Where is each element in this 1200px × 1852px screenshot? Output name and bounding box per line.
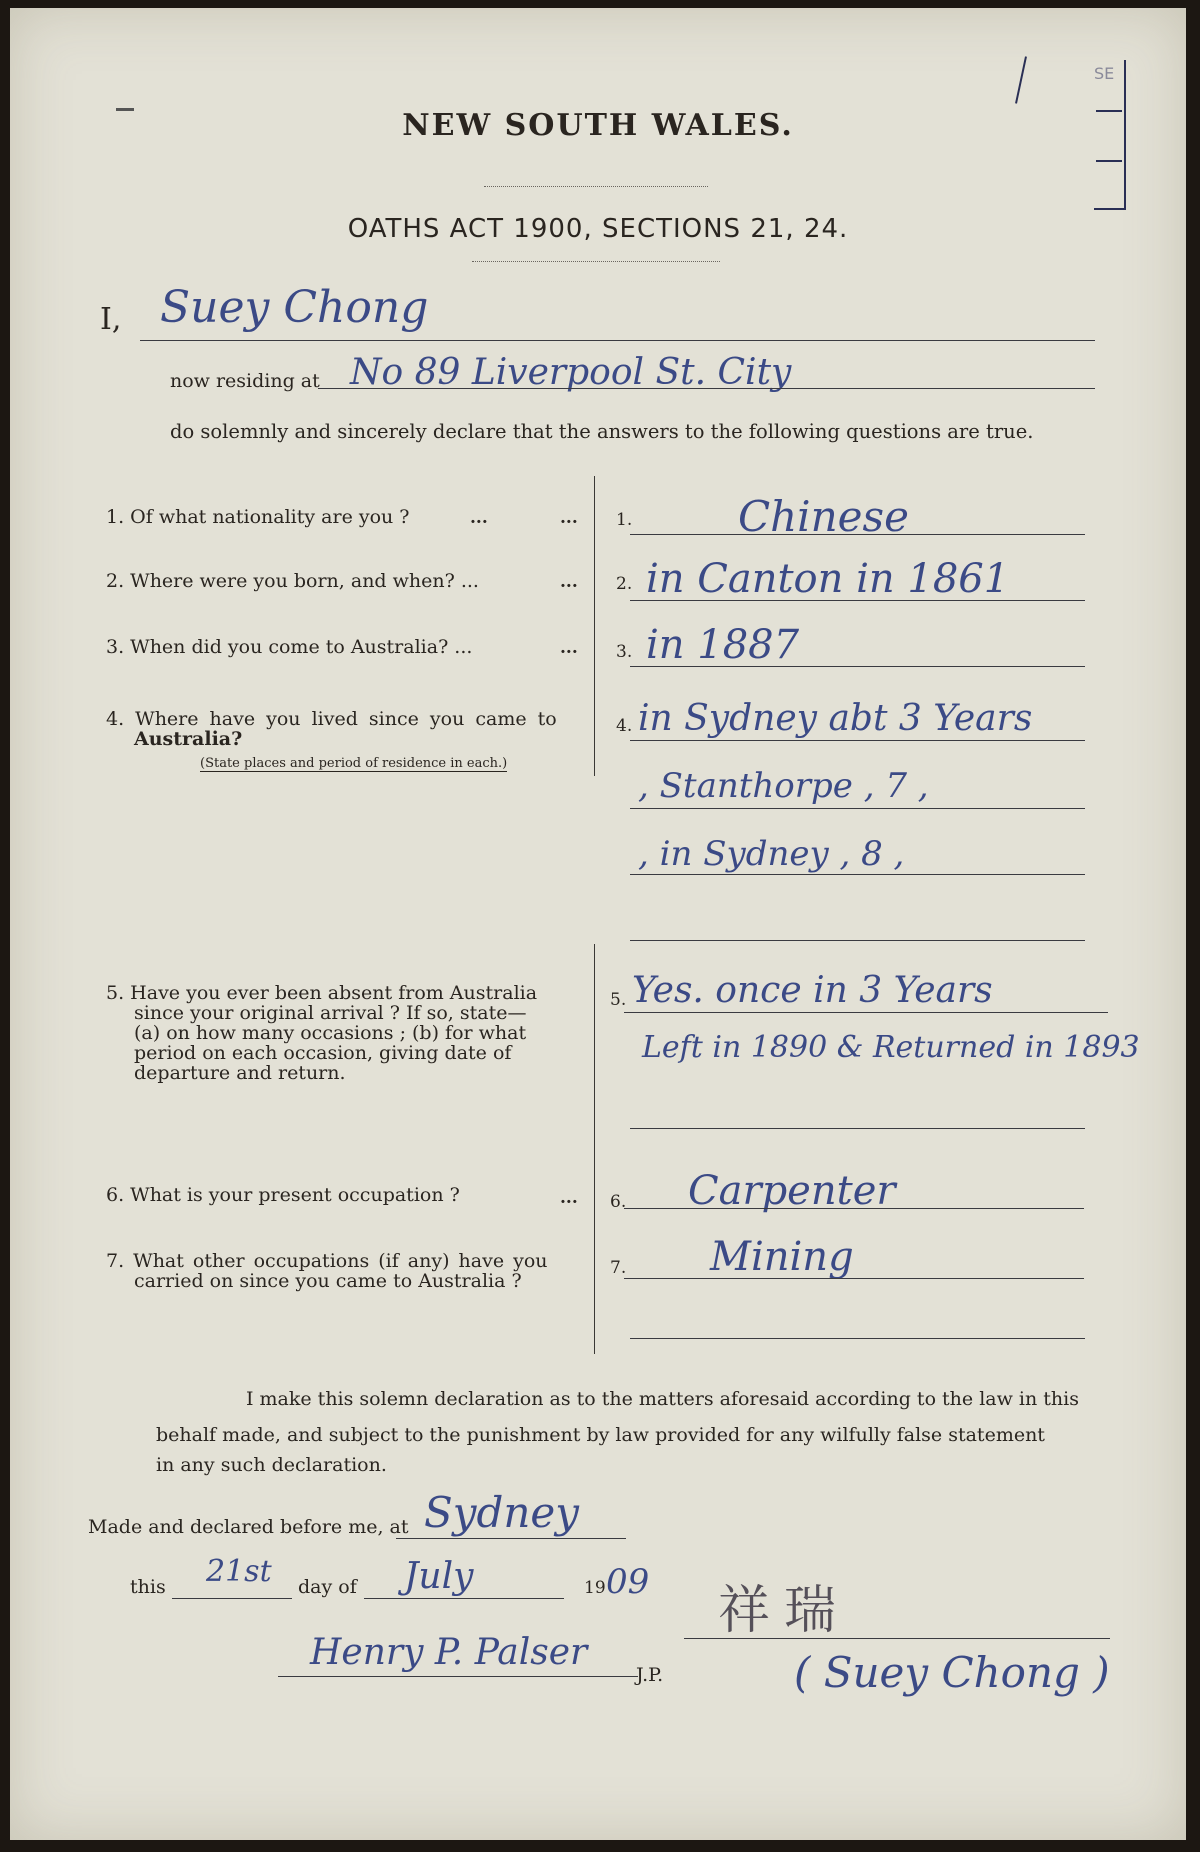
question-5-cont-3: period on each occasion, giving date of xyxy=(134,1042,512,1064)
declarant-name: Suey Chong xyxy=(160,282,429,333)
answer-line-1 xyxy=(630,534,1085,535)
question-5-cont-4: departure and return. xyxy=(134,1062,346,1084)
answer-1: Chinese xyxy=(738,492,909,541)
day-line xyxy=(172,1598,292,1599)
signature-line xyxy=(684,1638,1110,1639)
answer-4-line-2: , Stanthorpe , 7 , xyxy=(638,766,929,806)
corner-mark-label: SE xyxy=(1094,64,1115,83)
declared-month: July xyxy=(404,1556,474,1597)
document-title: NEW SOUTH WALES. xyxy=(402,108,794,143)
ellipsis-1b: ... xyxy=(560,508,578,528)
answer-line-2 xyxy=(630,600,1085,601)
chinese-signature: 祥瑞 xyxy=(718,1581,851,1641)
answer-5-line-2: Left in 1890 & Returned in 1893 xyxy=(642,1030,1140,1065)
question-6: 6. What is your present occupation ? xyxy=(106,1184,460,1206)
residence-address: No 89 Liverpool St. City xyxy=(350,352,792,393)
answer-7: Mining xyxy=(710,1234,854,1280)
question-2: 2. Where were you born, and when? ... xyxy=(106,570,479,592)
corner-tick xyxy=(1015,56,1027,103)
answer-5-line-1: Yes. once in 3 Years xyxy=(632,970,993,1011)
declaration-text: do solemnly and sincerely declare that the answers to the following questions are true. xyxy=(170,420,1034,443)
declared-day: 21st xyxy=(206,1554,272,1589)
address-line xyxy=(318,388,1095,389)
answer-number-2: 2. xyxy=(616,574,633,594)
witness-signature: Henry P. Palser xyxy=(310,1632,588,1673)
solemn-declaration-line-1: I make this solemn declaration as to the matters aforesaid according to the law in this xyxy=(246,1388,1079,1410)
answer-line-4c xyxy=(630,874,1085,875)
residing-label: now residing at xyxy=(170,370,320,392)
corner-mark xyxy=(1090,60,1126,210)
column-divider-top xyxy=(594,476,595,776)
question-7: 7. What other occupations (if any) have you xyxy=(106,1250,548,1272)
answer-3: in 1887 xyxy=(646,622,800,668)
made-declared-label: Made and declared before me, at xyxy=(88,1516,409,1538)
declarant-signature: ( Suey Chong ) xyxy=(794,1648,1110,1697)
solemn-declaration-line-3: in any such declaration. xyxy=(156,1454,387,1476)
document-page xyxy=(10,8,1186,1840)
answer-number-1: 1. xyxy=(616,510,633,530)
month-line xyxy=(364,1598,564,1599)
question-4-cont: Australia? xyxy=(134,728,243,750)
answer-line-7b xyxy=(630,1338,1085,1339)
answer-2: in Canton in 1861 xyxy=(646,556,1010,602)
witness-line xyxy=(278,1676,638,1677)
title-divider xyxy=(484,186,708,187)
answer-line-5a xyxy=(624,1012,1108,1013)
answer-line-3 xyxy=(630,666,1085,667)
margin-mark xyxy=(116,108,134,111)
answer-4-line-1: in Sydney abt 3 Years xyxy=(638,698,1033,739)
column-divider-bottom xyxy=(594,944,595,1354)
question-1: 1. Of what nationality are you ? xyxy=(106,506,410,528)
subtitle-divider xyxy=(472,261,720,262)
ellipsis-6: ... xyxy=(560,1188,578,1208)
declared-place: Sydney xyxy=(424,1488,580,1537)
ellipsis-1a: ... xyxy=(470,508,488,528)
day-of-label: day of xyxy=(298,1576,357,1598)
question-3: 3. When did you come to Australia? ... xyxy=(106,636,473,658)
ellipsis-2: ... xyxy=(560,572,578,592)
question-7-cont: carried on since you came to Australia ? xyxy=(134,1270,522,1292)
answer-line-6 xyxy=(624,1208,1084,1209)
i-label: I, xyxy=(100,302,122,337)
solemn-declaration-line-2: behalf made, and subject to the punishment by law provided for any wilfully false statement xyxy=(156,1424,1045,1446)
answer-line-5b xyxy=(630,1128,1085,1129)
answer-4-line-3: , in Sydney , 8 , xyxy=(638,834,905,874)
question-5-cont-2: (a) on how many occasions ; (b) for what xyxy=(134,1022,527,1044)
answer-line-7a xyxy=(624,1278,1084,1279)
answer-number-7: 7. xyxy=(610,1258,627,1278)
question-4-note: (State places and period of residence in each.) xyxy=(200,756,508,771)
year-prefix: 19 xyxy=(584,1578,606,1598)
name-line xyxy=(140,340,1095,341)
answer-number-5: 5. xyxy=(610,990,627,1010)
question-4: 4. Where have you lived since you came to xyxy=(106,708,557,730)
place-line xyxy=(396,1538,626,1539)
answer-number-3: 3. xyxy=(616,642,633,662)
year-suffix: 09 xyxy=(606,1562,650,1602)
jp-label: J.P. xyxy=(636,1664,664,1686)
answer-line-4b xyxy=(630,808,1085,809)
question-5: 5. Have you ever been absent from Australia xyxy=(106,982,538,1004)
this-label: this xyxy=(130,1576,166,1598)
answer-line-4d xyxy=(630,940,1085,941)
ellipsis-3: ... xyxy=(560,638,578,658)
question-5-cont-1: since your original arrival ? If so, state— xyxy=(134,1002,527,1024)
answer-number-4: 4. xyxy=(616,716,633,736)
answer-6: Carpenter xyxy=(688,1168,896,1214)
document-subtitle: OATHS ACT 1900, SECTIONS 21, 24. xyxy=(347,214,849,244)
answer-line-4a xyxy=(630,740,1085,741)
answer-number-6: 6. xyxy=(610,1192,627,1212)
